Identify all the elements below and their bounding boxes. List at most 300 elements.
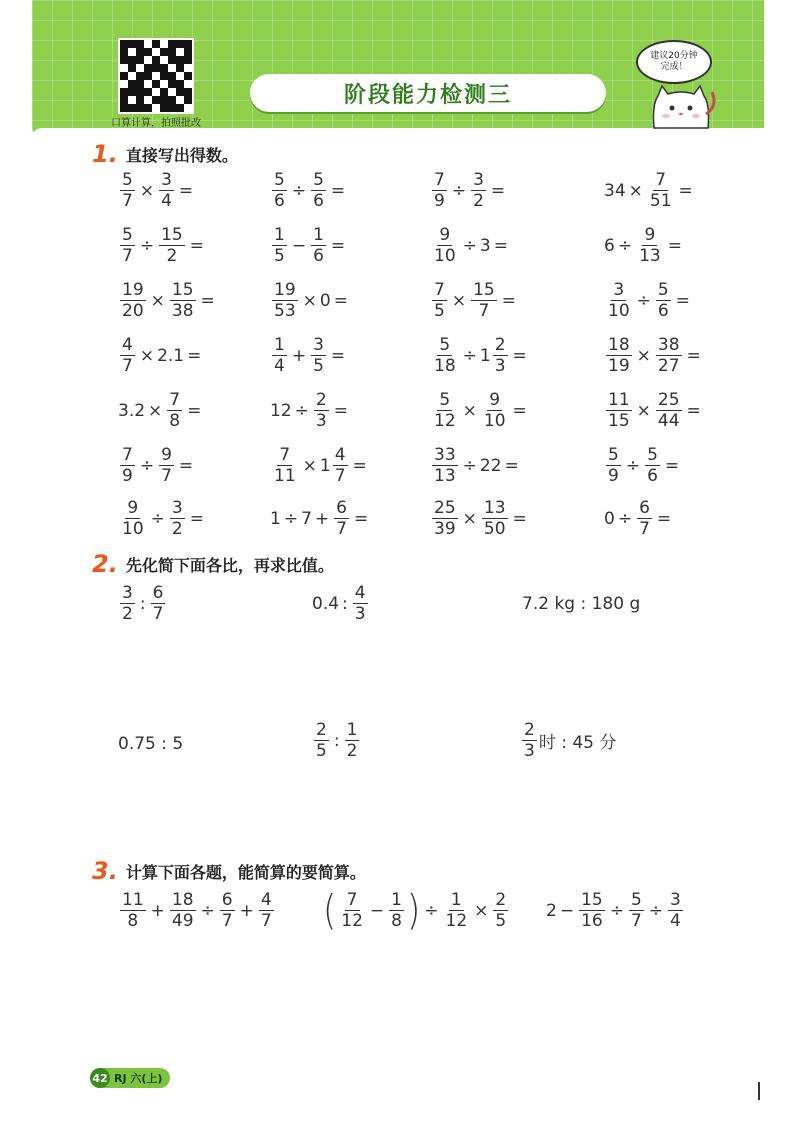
operator: × — [451, 290, 467, 311]
operator: = — [512, 400, 527, 421]
section-instruction: 直接写出得数。 — [125, 145, 238, 165]
numerator: 3 — [122, 583, 133, 603]
operator: + — [150, 900, 165, 921]
numerator: 5 — [439, 390, 451, 410]
number: ) — [406, 886, 421, 935]
ratio-d — [118, 734, 183, 754]
operator: : — [342, 593, 348, 614]
operator: ÷ — [451, 180, 467, 201]
exercise-6-2 — [270, 445, 370, 486]
numerator: 15 — [171, 280, 194, 300]
fraction — [345, 720, 360, 761]
qr-module — [120, 88, 128, 96]
denominator: 10 — [434, 246, 456, 266]
ratio-e — [312, 720, 361, 761]
numerator: 1 — [313, 225, 324, 245]
fraction — [151, 583, 166, 624]
operator: = — [490, 180, 506, 201]
exercise-7-2 — [270, 498, 371, 539]
fraction — [120, 280, 146, 321]
numerator: 1 — [346, 720, 358, 740]
operator: × — [148, 400, 163, 421]
qr-module — [144, 72, 152, 80]
denominator: 7 — [630, 911, 642, 931]
operator: ÷ — [609, 900, 624, 921]
denominator: 3 — [494, 356, 506, 376]
qr-module — [136, 96, 144, 104]
qr-module — [160, 48, 168, 56]
qr-module — [144, 88, 152, 96]
exercise-4-1 — [118, 335, 204, 376]
qr-module — [160, 80, 168, 88]
numerator: 33 — [434, 445, 456, 465]
denominator: 7 — [152, 604, 164, 624]
fraction — [629, 890, 644, 931]
qr-module — [136, 64, 144, 72]
qr-module — [152, 88, 160, 96]
numerator: 6 — [639, 498, 650, 518]
fraction — [606, 280, 632, 321]
qr-module — [144, 56, 152, 64]
fraction — [159, 225, 185, 266]
denominator: 7 — [639, 519, 650, 539]
operator: = — [330, 235, 346, 256]
denominator: 9 — [122, 466, 133, 486]
numerator: 7 — [434, 170, 445, 190]
qr-module — [160, 64, 168, 72]
exercise-6-1 — [118, 445, 196, 486]
fraction — [167, 390, 182, 431]
operator: = — [330, 345, 346, 366]
denominator: 12 — [445, 911, 468, 931]
numerator: 4 — [354, 583, 366, 603]
denominator: 7 — [260, 911, 272, 931]
operator: = — [501, 290, 516, 311]
qr-module — [144, 64, 152, 72]
denominator: 50 — [483, 519, 506, 539]
fraction — [272, 335, 287, 376]
exercise-7-1 — [118, 498, 207, 539]
operator: × — [302, 290, 317, 311]
denominator: 6 — [313, 246, 324, 266]
number: 6 — [604, 235, 615, 256]
exercise-2-4 — [604, 225, 685, 266]
exercise-5-4 — [604, 390, 704, 431]
operator: = — [667, 235, 682, 256]
fraction — [606, 445, 621, 486]
qr-module — [120, 96, 128, 104]
qr-module — [136, 88, 144, 96]
denominator: 5 — [434, 301, 445, 321]
speech-bubble — [636, 40, 712, 84]
operator: × — [139, 180, 155, 201]
edition-label: RJ 六(上) — [114, 1072, 163, 1085]
operator: = — [678, 180, 693, 201]
denominator: 10 — [608, 301, 630, 321]
numerator: 6 — [152, 583, 164, 603]
denominator: 8 — [169, 411, 181, 431]
numerator: 1 — [391, 890, 402, 910]
numerator: 4 — [260, 890, 272, 910]
qr-module — [136, 56, 144, 64]
exercise-6-4 — [604, 445, 682, 486]
fraction — [120, 583, 135, 624]
fraction — [668, 890, 683, 931]
fraction — [170, 890, 196, 931]
operator: ÷ — [462, 345, 477, 366]
exercise-4-2 — [270, 335, 348, 376]
page-edge-mark — [758, 1082, 760, 1100]
operator: × — [462, 508, 477, 529]
exercise-7-4 — [604, 498, 674, 539]
fraction — [444, 890, 470, 931]
bubble-line-2: 完成！ — [660, 62, 688, 72]
fraction — [120, 170, 135, 211]
qr-module — [176, 40, 184, 48]
numerator: 5 — [657, 280, 669, 300]
qr-module — [128, 64, 136, 72]
denominator: 7 — [122, 191, 133, 211]
numerator: 18 — [171, 890, 194, 910]
exercise-6-3 — [430, 445, 522, 486]
number: 1 — [319, 455, 331, 476]
fraction — [606, 335, 632, 376]
denominator: 44 — [657, 411, 680, 431]
number: 0.4 — [312, 593, 340, 614]
qr-code[interactable] — [118, 38, 194, 114]
fraction — [120, 890, 146, 931]
denominator: 2 — [473, 191, 484, 211]
operator: = — [189, 508, 204, 529]
qr-module — [128, 40, 136, 48]
numerator: 5 — [439, 335, 451, 355]
numerator: 15 — [473, 280, 495, 300]
qr-module — [120, 80, 128, 88]
qr-module — [152, 40, 160, 48]
fraction — [637, 498, 652, 539]
denominator: 6 — [647, 466, 658, 486]
fraction — [272, 225, 287, 266]
fraction — [334, 498, 349, 539]
operator: = — [200, 290, 215, 311]
operator: = — [187, 400, 202, 421]
number: 1 — [479, 345, 491, 366]
operator: = — [512, 345, 527, 366]
section-1-heading — [92, 140, 238, 168]
number: 0 — [604, 508, 615, 529]
number: 34 — [604, 180, 626, 201]
qr-module — [128, 72, 136, 80]
denominator: 4 — [670, 911, 681, 931]
calc-b — [322, 886, 510, 935]
numerator: 7 — [346, 890, 358, 910]
operator: ÷ — [636, 290, 651, 311]
cat-mascot-icon — [646, 84, 716, 130]
qr-module — [120, 72, 128, 80]
qr-module — [136, 72, 144, 80]
fraction — [389, 890, 404, 931]
qr-module — [152, 80, 160, 88]
qr-module — [136, 80, 144, 88]
denominator: 7 — [122, 356, 133, 376]
fraction — [259, 890, 274, 931]
fraction — [170, 498, 185, 539]
numerator: 5 — [313, 170, 324, 190]
denominator: 5 — [274, 246, 285, 266]
qr-module — [184, 88, 192, 96]
fraction — [471, 170, 486, 211]
numerator: 2 — [315, 390, 327, 410]
numerator: 2 — [524, 720, 535, 740]
number: ( — [323, 886, 337, 935]
fraction — [432, 498, 458, 539]
denominator: 4 — [161, 191, 172, 211]
denominator: 3 — [354, 604, 366, 624]
qr-module — [184, 80, 192, 88]
denominator: 8 — [391, 911, 402, 931]
fraction — [648, 170, 674, 211]
qr-module — [128, 88, 136, 96]
operator: ÷ — [617, 508, 633, 529]
qr-module — [144, 80, 152, 88]
fraction — [432, 170, 447, 211]
fraction — [656, 335, 682, 376]
denominator: 5 — [313, 356, 324, 376]
numerator: 9 — [644, 225, 656, 245]
qr-module — [168, 64, 176, 72]
operator: ÷ — [283, 508, 299, 529]
fraction — [314, 390, 329, 431]
qr-module — [176, 72, 184, 80]
fraction — [311, 335, 326, 376]
denominator: 2 — [346, 741, 358, 761]
operator: = — [675, 290, 690, 311]
operator: = — [664, 455, 680, 476]
numerator: 5 — [122, 225, 133, 245]
fraction — [314, 720, 329, 761]
denominator: 6 — [274, 191, 285, 211]
qr-module — [144, 48, 152, 56]
exercise-7-3 — [430, 498, 530, 539]
denominator: 20 — [122, 301, 144, 321]
operator: : — [139, 593, 146, 614]
qr-module — [152, 56, 160, 64]
operator: = — [512, 508, 527, 529]
qr-module — [184, 104, 192, 112]
numerator: 3 — [161, 170, 172, 190]
denominator: 13 — [639, 246, 661, 266]
exercise-3-1 — [118, 280, 218, 321]
denominator: 7 — [478, 301, 490, 321]
denominator: 10 — [483, 411, 506, 431]
operator: ÷ — [625, 455, 641, 476]
denominator: 38 — [171, 301, 194, 321]
fraction — [272, 280, 298, 321]
numerator: 4 — [122, 335, 133, 355]
fraction — [272, 170, 287, 211]
operator: ÷ — [462, 235, 477, 256]
denominator: 7 — [221, 911, 233, 931]
operator: ÷ — [648, 900, 664, 921]
operator: = — [333, 400, 348, 421]
fraction — [656, 390, 682, 431]
denominator: 7 — [122, 246, 133, 266]
qr-module — [152, 96, 160, 104]
numerator: 18 — [608, 335, 630, 355]
numerator: 7 — [169, 390, 181, 410]
numerator: 3 — [613, 280, 625, 300]
numerator: 7 — [122, 445, 133, 465]
exercise-3-3 — [430, 280, 519, 321]
operator: − — [369, 900, 385, 921]
operator: = — [187, 345, 202, 366]
operator: = — [686, 400, 701, 421]
operator: = — [493, 235, 508, 256]
qr-module — [160, 104, 168, 112]
section-number: 2. — [92, 550, 118, 578]
operator: ÷ — [139, 235, 155, 256]
qr-module — [128, 48, 136, 56]
operator: ÷ — [291, 180, 307, 201]
section-number: 3. — [92, 857, 118, 885]
section-number: 1. — [92, 140, 118, 168]
numerator: 11 — [122, 890, 144, 910]
operator: − — [291, 235, 307, 256]
numerator: 3 — [313, 335, 324, 355]
number: 1 — [270, 508, 281, 529]
exercise-4-4 — [604, 335, 704, 376]
denominator: 8 — [127, 911, 139, 931]
denominator: 6 — [657, 301, 669, 321]
numerator: 1 — [450, 890, 462, 910]
number: 0 — [319, 290, 331, 311]
denominator: 7 — [161, 466, 172, 486]
denominator: 18 — [434, 356, 456, 376]
operator: × — [139, 345, 155, 366]
qr-module — [160, 56, 168, 64]
exercise-5-1 — [118, 390, 204, 431]
fraction — [170, 280, 196, 321]
numerator: 2 — [494, 335, 506, 355]
denominator: 53 — [274, 301, 296, 321]
qr-module — [160, 72, 168, 80]
fraction — [311, 225, 326, 266]
numerator: 19 — [274, 280, 296, 300]
exercise-4-3 — [430, 335, 530, 376]
qr-module — [152, 48, 160, 56]
qr-module — [184, 64, 192, 72]
denominator: 5 — [495, 911, 507, 931]
qr-module — [168, 56, 176, 64]
numerator: 7 — [434, 280, 445, 300]
qr-module — [176, 56, 184, 64]
fraction — [482, 498, 508, 539]
denominator: 12 — [434, 411, 456, 431]
fraction — [471, 280, 497, 321]
fraction — [353, 583, 368, 624]
fraction — [493, 890, 508, 931]
qr-module — [120, 104, 128, 112]
qr-module — [160, 40, 168, 48]
operator: + — [291, 345, 307, 366]
calc-c — [546, 890, 685, 931]
denominator: 19 — [608, 356, 630, 376]
numerator: 6 — [336, 498, 347, 518]
operator: + — [314, 508, 330, 529]
numerator: 19 — [122, 280, 144, 300]
qr-module — [184, 72, 192, 80]
denominator: 6 — [313, 191, 324, 211]
fraction — [637, 225, 663, 266]
title-banner — [250, 74, 606, 112]
number: 3.2 — [118, 400, 146, 421]
qr-module — [176, 96, 184, 104]
qr-caption: 口算计算，拍照批改 — [111, 118, 201, 129]
qr-module — [120, 48, 128, 56]
qr-module — [128, 56, 136, 64]
page-number-badge — [90, 1068, 170, 1088]
numerator: 11 — [608, 390, 630, 410]
fraction — [159, 170, 174, 211]
operator: ÷ — [617, 235, 633, 256]
ratio-f — [520, 720, 616, 761]
number: 2 — [546, 900, 557, 921]
denominator: 7 — [334, 466, 346, 486]
exercise-1-3 — [430, 170, 508, 211]
denominator: 4 — [274, 356, 285, 376]
numerator: 25 — [657, 390, 680, 410]
qr-module — [144, 104, 152, 112]
denominator: 51 — [649, 191, 672, 211]
denominator: 2 — [166, 246, 178, 266]
qr-module — [128, 104, 136, 112]
qr-module — [128, 96, 136, 104]
fraction — [311, 170, 326, 211]
number: 7.2 kg : 180 g — [522, 594, 641, 614]
qr-module — [136, 48, 144, 56]
number: 2.1 — [157, 345, 185, 366]
fraction — [522, 720, 537, 761]
numerator: 3 — [171, 498, 183, 518]
operator: + — [239, 900, 254, 921]
fraction — [120, 225, 135, 266]
denominator: 16 — [581, 911, 603, 931]
denominator: 27 — [657, 356, 680, 376]
numerator: 9 — [439, 225, 451, 245]
qr-module — [152, 64, 160, 72]
fraction — [220, 890, 235, 931]
qr-module — [160, 96, 168, 104]
operator: = — [504, 455, 519, 476]
operator: = — [333, 290, 348, 311]
numerator: 1 — [274, 335, 285, 355]
qr-module — [120, 56, 128, 64]
fraction — [432, 335, 458, 376]
numerator: 25 — [434, 498, 456, 518]
operator: = — [178, 180, 194, 201]
fraction — [120, 445, 135, 486]
qr-module — [120, 40, 128, 48]
numerator: 4 — [334, 445, 346, 465]
ratio-c — [522, 594, 640, 614]
exercise-5-2 — [270, 390, 351, 431]
section-instruction: 计算下面各题，能简算的要简算。 — [125, 862, 366, 882]
fraction — [606, 390, 632, 431]
fraction — [432, 225, 458, 266]
fraction — [159, 445, 174, 486]
denominator: 15 — [608, 411, 630, 431]
qr-module — [128, 80, 136, 88]
